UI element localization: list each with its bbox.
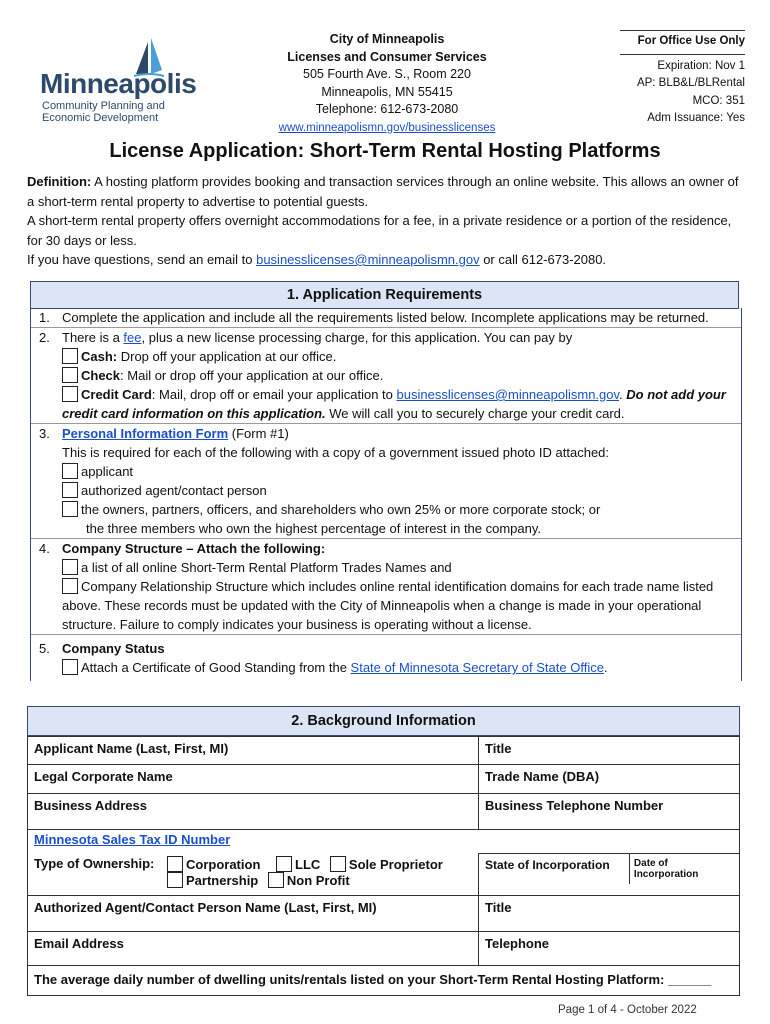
authorized-agent-field[interactable]: Authorized Agent/Contact Person Name (Last, First, MI) xyxy=(28,896,479,932)
credit-card-checkbox[interactable] xyxy=(62,386,78,402)
office-use-box xyxy=(620,30,745,128)
fee-link[interactable]: fee xyxy=(123,330,142,345)
partnership-checkbox[interactable] xyxy=(167,872,183,888)
background-info-section xyxy=(27,706,740,996)
email-address-field[interactable]: Email Address xyxy=(28,932,479,966)
requirement-item-5: 5. Company Status Attach a Certificate of Good Standing from the State of Minnesota Secretary of State Office. xyxy=(39,641,608,675)
cc-email-link[interactable]: businesslicenses@minneapolismn.gov xyxy=(396,387,620,402)
header-address-block xyxy=(262,31,512,137)
office-adm: Adm Issuance: Yes xyxy=(647,112,745,124)
sales-tax-id-link[interactable]: Minnesota Sales Tax ID Number xyxy=(34,832,231,847)
corporation-checkbox[interactable] xyxy=(167,856,183,872)
office-mco: MCO: 351 xyxy=(692,94,745,107)
title-field[interactable]: Title xyxy=(479,737,740,765)
dept-name: Licenses and Consumer Services xyxy=(287,49,487,64)
logo-subtitle: Community Planning and Economic Development xyxy=(42,100,165,124)
applicant-name-field[interactable]: Applicant Name (Last, First, MI) xyxy=(28,737,479,765)
requirement-item-2: 2. There is a fee, plus a new license processing charge, for this application. You can pay by Cash: Drop off your application at our office. Check: Mail or drop off your application at our office. Credit Card: Mail, drop off or email your application to businesslicenses@minneapolismn.gov. Do not add your credit card information on this application. We will call you to securely charge your credit card. xyxy=(31,328,741,424)
good-standing-checkbox[interactable] xyxy=(62,659,78,675)
relationship-structure-checkbox[interactable] xyxy=(62,578,78,594)
cash-checkbox[interactable] xyxy=(62,348,78,364)
personal-info-form-link[interactable]: Personal Information Form xyxy=(62,426,229,441)
phone-line: Telephone: 612-673-2080 xyxy=(315,102,459,116)
page-title: License Application: Short-Term Rental Hosting Platforms xyxy=(109,140,661,162)
legal-corporate-name-field[interactable]: Legal Corporate Name xyxy=(28,765,479,794)
requirement-item-1: 1. Complete the application and include all the requirements listed below. Incomplete applications may be returned. xyxy=(31,308,741,328)
requirements-list xyxy=(30,308,742,681)
non-profit-checkbox[interactable] xyxy=(268,872,284,888)
sole-proprietor-checkbox[interactable] xyxy=(330,856,346,872)
average-daily-units-field[interactable]: The average daily number of dwelling units/rentals listed on your Short-Term Rental Hosting Platform: ______ xyxy=(28,966,740,996)
office-expiration: Expiration: Nov 1 xyxy=(657,59,745,72)
org-name: City of Minneapolis xyxy=(329,32,445,46)
intro-text: Definition: A hosting platform provides booking and transaction services through an online website. This allows an owner of a short-term rental property to advertise to potential guests. A short-term rental property offers overnight accommodations for a fee, in a private residence or a portion of the residence, for 30 days or less. If you have questions, send an email to businesslicenses@minneapolismn.gov or call 612-673-2080. xyxy=(27,174,739,267)
llc-checkbox[interactable] xyxy=(276,856,292,872)
trade-names-checkbox[interactable] xyxy=(62,559,78,575)
contact-email-link[interactable]: businesslicenses@minneapolismn.gov xyxy=(256,252,480,267)
definition-label: Definition: xyxy=(27,174,92,189)
agent-checkbox[interactable] xyxy=(62,482,78,498)
check-checkbox[interactable] xyxy=(62,367,78,383)
website-link[interactable]: www.minneapolismn.gov/businesslicenses xyxy=(278,121,496,134)
telephone-field[interactable]: Telephone xyxy=(479,932,740,966)
section-2-heading: 2. Background Information xyxy=(27,706,740,736)
page-footer: Page 1 of 4 - October 2022 xyxy=(558,1004,697,1016)
ownership-type-field: Type of Ownership: Corporation LLC Sole Proprietor Partnership Non Profit xyxy=(28,854,479,896)
address-line-2: Minneapolis, MN 55415 xyxy=(321,84,453,99)
business-telephone-field[interactable]: Business Telephone Number xyxy=(479,794,740,830)
agent-title-field[interactable]: Title xyxy=(479,896,740,932)
office-use-title: For Office Use Only xyxy=(620,30,745,55)
office-ap: AP: BLB&L/BLRental xyxy=(636,77,745,89)
trade-name-field[interactable]: Trade Name (DBA) xyxy=(479,765,740,794)
logo-wordmark: Minneapolis xyxy=(40,68,197,99)
address-line-1: 505 Fourth Ave. S., Room 220 xyxy=(303,67,471,81)
background-info-table xyxy=(27,736,740,996)
requirement-item-3: 3. Personal Information Form (Form #1) This is required for each of the following with a copy of a government issued photo ID attached: applicant authorized agent/contact person the owners, partners, officers, and shareholders who own 25% or more corporate stock; or the three members who own the highest percentage of interest in the company. xyxy=(31,424,741,539)
requirement-item-4: 4. Company Structure – Attach the following: a list of all online Short-Term Rental Platform Trades Names and Company Relationship Structure which includes online rental identification domains for each trade name listed above. These records must be updated with the City of Minneapolis when a change is made in your operational structure. Failure to comply indicates your business is operating without a license. xyxy=(31,539,741,635)
secretary-of-state-link[interactable]: State of Minnesota Secretary of State Office xyxy=(350,660,604,675)
business-address-field[interactable]: Business Address xyxy=(28,794,479,830)
state-of-incorporation-field[interactable]: State of Incorporation xyxy=(479,854,630,884)
section-1-heading: 1. Application Requirements xyxy=(30,281,739,309)
applicant-checkbox[interactable] xyxy=(62,463,78,479)
owners-checkbox[interactable] xyxy=(62,501,78,517)
minneapolis-logo xyxy=(38,38,197,128)
date-of-incorporation-field[interactable]: Date of Incorporation xyxy=(633,858,699,880)
